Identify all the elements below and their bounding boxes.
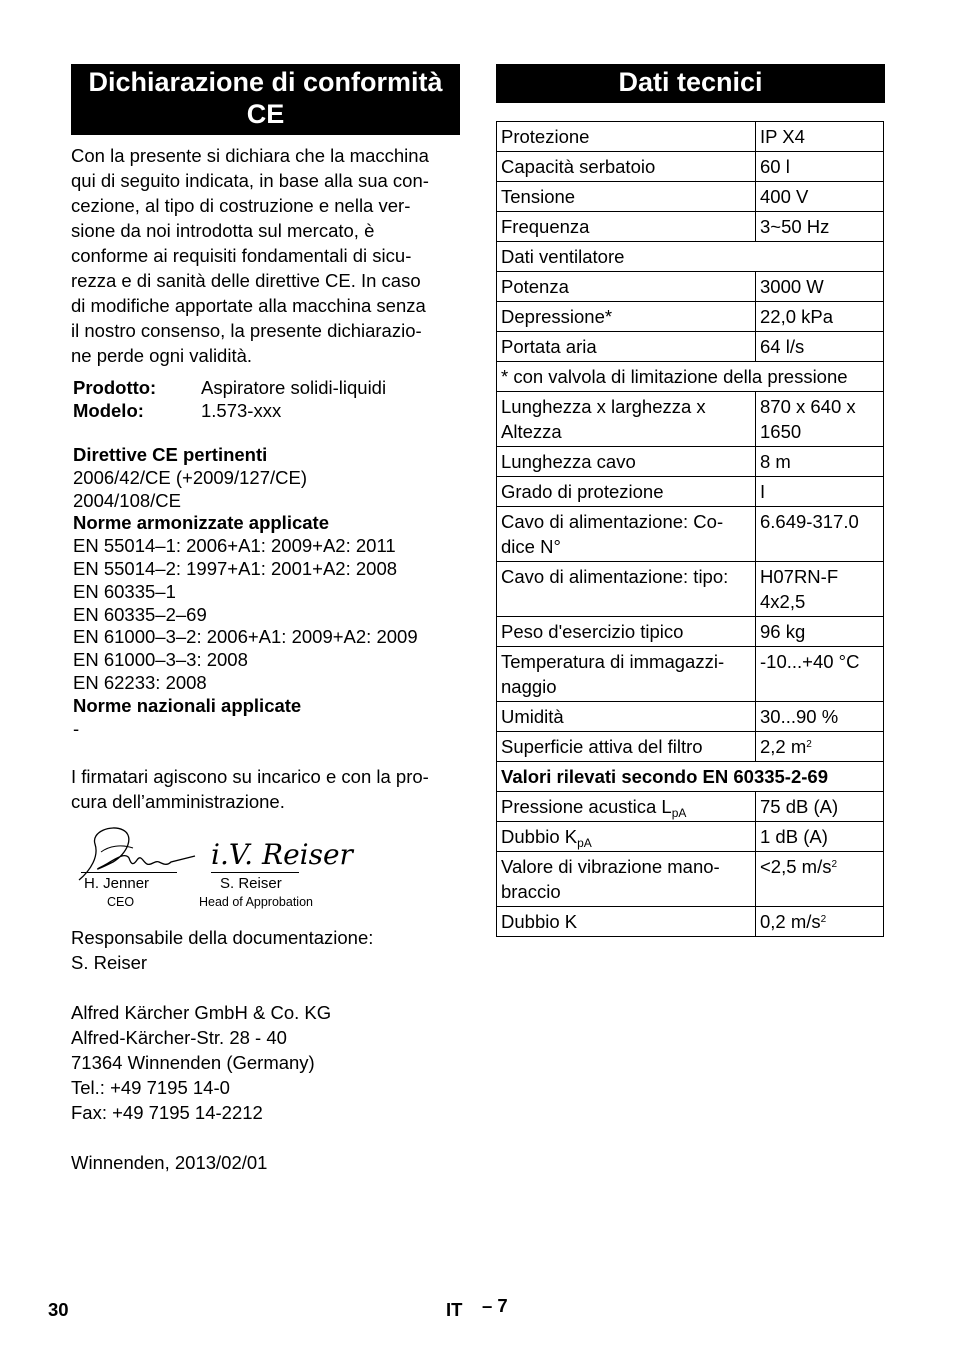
intro-line: Con la presente si dichiara che la macchina bbox=[71, 145, 429, 166]
language-code: IT bbox=[446, 1299, 463, 1320]
table-cell-span: Valori rilevati secondo EN 60335-2-69 bbox=[497, 762, 884, 792]
intro-line: di modifiche apportate alla macchina senza bbox=[71, 295, 426, 316]
value-text: 75 dB (A) bbox=[760, 796, 839, 817]
harmonized-item: EN 60335–2–69 bbox=[73, 603, 207, 625]
key-text: Cavo di alimentazione: tipo: bbox=[501, 566, 729, 587]
intro-line: sione da noi introdotta sul mercato, è bbox=[71, 220, 375, 241]
model-label: Modelo: bbox=[73, 400, 144, 421]
table-row bbox=[497, 362, 884, 392]
key-text: Dubbio K bbox=[501, 911, 578, 932]
table-row bbox=[497, 762, 884, 792]
value-text: I bbox=[760, 481, 766, 502]
declaration-intro bbox=[71, 143, 463, 368]
table-cell-value bbox=[756, 617, 884, 647]
table-row bbox=[497, 392, 884, 447]
table-cell-value bbox=[756, 182, 884, 212]
table-row bbox=[497, 212, 884, 242]
signers-note bbox=[71, 764, 463, 814]
table-cell-key bbox=[497, 732, 756, 762]
table-row bbox=[497, 507, 884, 562]
table-row bbox=[497, 447, 884, 477]
key-text: Depressione* bbox=[501, 306, 613, 327]
table-cell-value bbox=[756, 852, 884, 907]
value-superscript: 2 bbox=[820, 914, 827, 925]
harmonized-item: EN 55014–1: 2006+A1: 2009+A2: 2011 bbox=[73, 535, 396, 557]
signature-line bbox=[81, 872, 177, 873]
key-text: Valore di vibrazione mano- braccio bbox=[501, 856, 720, 902]
key-text: Lunghezza x larghezza x Altezza bbox=[501, 396, 706, 442]
documentation-responsible bbox=[71, 925, 373, 975]
table-cell-key bbox=[497, 212, 756, 242]
address-line: Alfred Kärcher GmbH & Co. KG bbox=[71, 1002, 332, 1023]
value-text: -10...+40 °C bbox=[760, 651, 860, 672]
table-cell-value bbox=[756, 647, 884, 702]
address-line: Alfred-Kärcher-Str. 28 - 40 bbox=[71, 1027, 287, 1048]
declaration-title: Dichiarazione di conformità CE bbox=[71, 64, 460, 135]
signer-role-2: Head of Approbation bbox=[199, 895, 313, 909]
table-cell-key bbox=[497, 447, 756, 477]
harmonized-item: EN 62233: 2008 bbox=[73, 671, 207, 693]
signature-reiser bbox=[209, 830, 353, 872]
table-row bbox=[497, 152, 884, 182]
key-subscript: pA bbox=[671, 806, 687, 820]
signer-name-1: H. Jenner bbox=[84, 875, 150, 892]
value-text: 64 l/s bbox=[760, 336, 805, 357]
table-cell-value bbox=[756, 702, 884, 732]
table-cell-value bbox=[756, 792, 884, 822]
table-row bbox=[497, 647, 884, 702]
intro-line: il nostro consenso, la presente dichiarazio- bbox=[71, 320, 422, 341]
key-subscript: pA bbox=[577, 836, 592, 850]
key-text: Capacità serbatoio bbox=[501, 156, 656, 177]
table-cell-value bbox=[756, 272, 884, 302]
key-text: Portata aria bbox=[501, 336, 597, 357]
value-text: 870 x 640 x 1650 bbox=[760, 396, 856, 442]
table-row bbox=[497, 617, 884, 647]
signer-name-2: S. Reiser bbox=[220, 875, 282, 892]
table-cell-span: Dati ventilatore bbox=[497, 242, 884, 272]
directive-item: 2006/42/CE (+2009/127/CE) bbox=[73, 466, 307, 488]
key-text: Tensione bbox=[501, 186, 576, 207]
key-text: Cavo di alimentazione: Co- dice N° bbox=[501, 511, 724, 557]
table-row bbox=[497, 732, 884, 762]
key-text: Potenza bbox=[501, 276, 569, 297]
key-text: Superficie attiva del filtro bbox=[501, 736, 703, 757]
national-value: - bbox=[73, 717, 80, 739]
table-cell-key bbox=[497, 792, 756, 822]
address-line: 71364 Winnenden (Germany) bbox=[71, 1052, 315, 1073]
key-text: Pressione acustica L bbox=[501, 796, 672, 817]
table-cell-key bbox=[497, 852, 756, 907]
table-row bbox=[497, 822, 884, 852]
model-line bbox=[73, 399, 281, 422]
harmonized-heading: Norme armonizzate applicate bbox=[73, 512, 329, 534]
product-line bbox=[73, 376, 386, 399]
table-cell-key bbox=[497, 392, 756, 447]
signer-role-1: CEO bbox=[107, 895, 135, 909]
signers-line: I firmatari agiscono su incarico e con la pro- bbox=[71, 766, 429, 787]
intro-line: cezione, al tipo di costruzione e nella ver- bbox=[71, 195, 411, 216]
table-cell-key bbox=[497, 182, 756, 212]
signature-reiser-handwriting: i.V. Reiser bbox=[211, 838, 353, 871]
key-text: Lunghezza cavo bbox=[501, 451, 636, 472]
intro-line: rezza e di sanità delle direttive CE. In caso bbox=[71, 270, 421, 291]
value-text: 96 kg bbox=[760, 621, 806, 642]
table-row bbox=[497, 182, 884, 212]
harmonized-item: EN 55014–2: 1997+A1: 2001+A2: 2008 bbox=[73, 557, 398, 579]
key-text: Protezione bbox=[501, 126, 590, 147]
table-cell-value bbox=[756, 212, 884, 242]
resp-line: Responsabile della documentazione: bbox=[71, 927, 374, 948]
table-cell-key bbox=[497, 332, 756, 362]
table-row bbox=[497, 562, 884, 617]
signature-line bbox=[211, 872, 299, 873]
model-value: 1.573-xxx bbox=[201, 400, 282, 421]
value-text: 3~50 Hz bbox=[760, 216, 830, 237]
table-cell-value bbox=[756, 152, 884, 182]
resp-line: S. Reiser bbox=[71, 952, 148, 973]
signatures bbox=[71, 822, 353, 917]
table-cell-value bbox=[756, 907, 884, 937]
key-text: Peso d'esercizio tipico bbox=[501, 621, 684, 642]
table-cell-key bbox=[497, 152, 756, 182]
product-label: Prodotto: bbox=[73, 377, 157, 398]
intro-line: qui di seguito indicata, in base alla sua con- bbox=[71, 170, 429, 191]
value-text: <2,5 m/s bbox=[760, 856, 832, 877]
place-date: Winnenden, 2013/02/01 bbox=[71, 1152, 268, 1173]
key-text: Frequenza bbox=[501, 216, 590, 237]
value-text: IP X4 bbox=[760, 126, 805, 147]
table-cell-key bbox=[497, 272, 756, 302]
table-row bbox=[497, 792, 884, 822]
table-cell-key bbox=[497, 507, 756, 562]
table-cell-key bbox=[497, 907, 756, 937]
value-superscript: 2 bbox=[806, 739, 812, 750]
table-cell-value bbox=[756, 732, 884, 762]
table-row bbox=[497, 852, 884, 907]
table-cell-key bbox=[497, 647, 756, 702]
table-cell-value bbox=[756, 477, 884, 507]
key-text: Temperatura di immagazzi- naggio bbox=[501, 651, 725, 697]
signers-line: cura dell’amministrazione. bbox=[71, 791, 285, 812]
value-text: 6.649-317.0 bbox=[760, 511, 859, 532]
table-row bbox=[497, 332, 884, 362]
product-value: Aspiratore solidi-liquidi bbox=[201, 377, 387, 398]
value-text: 2,2 m bbox=[760, 736, 807, 757]
directives-block bbox=[73, 444, 418, 740]
table-row bbox=[497, 907, 884, 937]
directives-heading: Direttive CE pertinenti bbox=[73, 444, 268, 465]
value-text: 8 m bbox=[760, 451, 791, 472]
directive-item: 2004/108/CE bbox=[73, 489, 182, 511]
intro-line: ne perde ogni validità. bbox=[71, 345, 253, 366]
value-text: 30...90 % bbox=[760, 706, 839, 727]
company-address bbox=[71, 1000, 331, 1125]
key-text: Umidità bbox=[501, 706, 564, 727]
intro-line: conforme ai requisiti fondamentali di sicu- bbox=[71, 245, 412, 266]
value-text: 60 l bbox=[760, 156, 790, 177]
value-text: 1 dB (A) bbox=[760, 826, 828, 847]
value-text: 0,2 m/s bbox=[760, 911, 821, 932]
table-cell-key bbox=[497, 822, 756, 852]
table-row bbox=[497, 477, 884, 507]
table-cell-key bbox=[497, 702, 756, 732]
value-text: 3000 W bbox=[760, 276, 824, 297]
table-cell-value bbox=[756, 392, 884, 447]
tech-data-table bbox=[496, 121, 884, 937]
table-cell-value bbox=[756, 447, 884, 477]
key-text: Dubbio K bbox=[501, 826, 578, 847]
tech-data-title: Dati tecnici bbox=[496, 64, 885, 103]
table-row bbox=[497, 302, 884, 332]
page-number: 30 bbox=[48, 1299, 69, 1320]
table-cell-value bbox=[756, 562, 884, 617]
table-row bbox=[497, 122, 884, 152]
table-cell-key bbox=[497, 477, 756, 507]
address-line: Fax: +49 7195 14-2212 bbox=[71, 1102, 263, 1123]
table-row bbox=[497, 702, 884, 732]
table-row bbox=[497, 272, 884, 302]
value-text: 400 V bbox=[760, 186, 809, 207]
table-cell-value bbox=[756, 332, 884, 362]
table-cell-key bbox=[497, 617, 756, 647]
harmonized-item: EN 60335–1 bbox=[73, 580, 176, 602]
table-cell-value bbox=[756, 507, 884, 562]
table-cell-key bbox=[497, 562, 756, 617]
table-row bbox=[497, 242, 884, 272]
table-cell-key bbox=[497, 122, 756, 152]
value-superscript: 2 bbox=[831, 859, 838, 870]
section-page-number: – 7 bbox=[482, 1295, 508, 1316]
address-line: Tel.: +49 7195 14-0 bbox=[71, 1077, 230, 1098]
harmonized-item: EN 61000–3–3: 2008 bbox=[73, 649, 248, 671]
table-cell-value bbox=[756, 122, 884, 152]
national-heading: Norme nazionali applicate bbox=[73, 694, 302, 716]
value-text: H07RN-F 4x2,5 bbox=[760, 566, 839, 612]
table-cell-key bbox=[497, 302, 756, 332]
table-cell-span: * con valvola di limitazione della pressione bbox=[497, 362, 884, 392]
table-cell-value bbox=[756, 822, 884, 852]
value-text: 22,0 kPa bbox=[760, 306, 834, 327]
harmonized-item: EN 61000–3–2: 2006+A1: 2009+A2: 2009 bbox=[73, 626, 418, 648]
table-cell-value bbox=[756, 302, 884, 332]
key-text: Grado di protezione bbox=[501, 481, 664, 502]
